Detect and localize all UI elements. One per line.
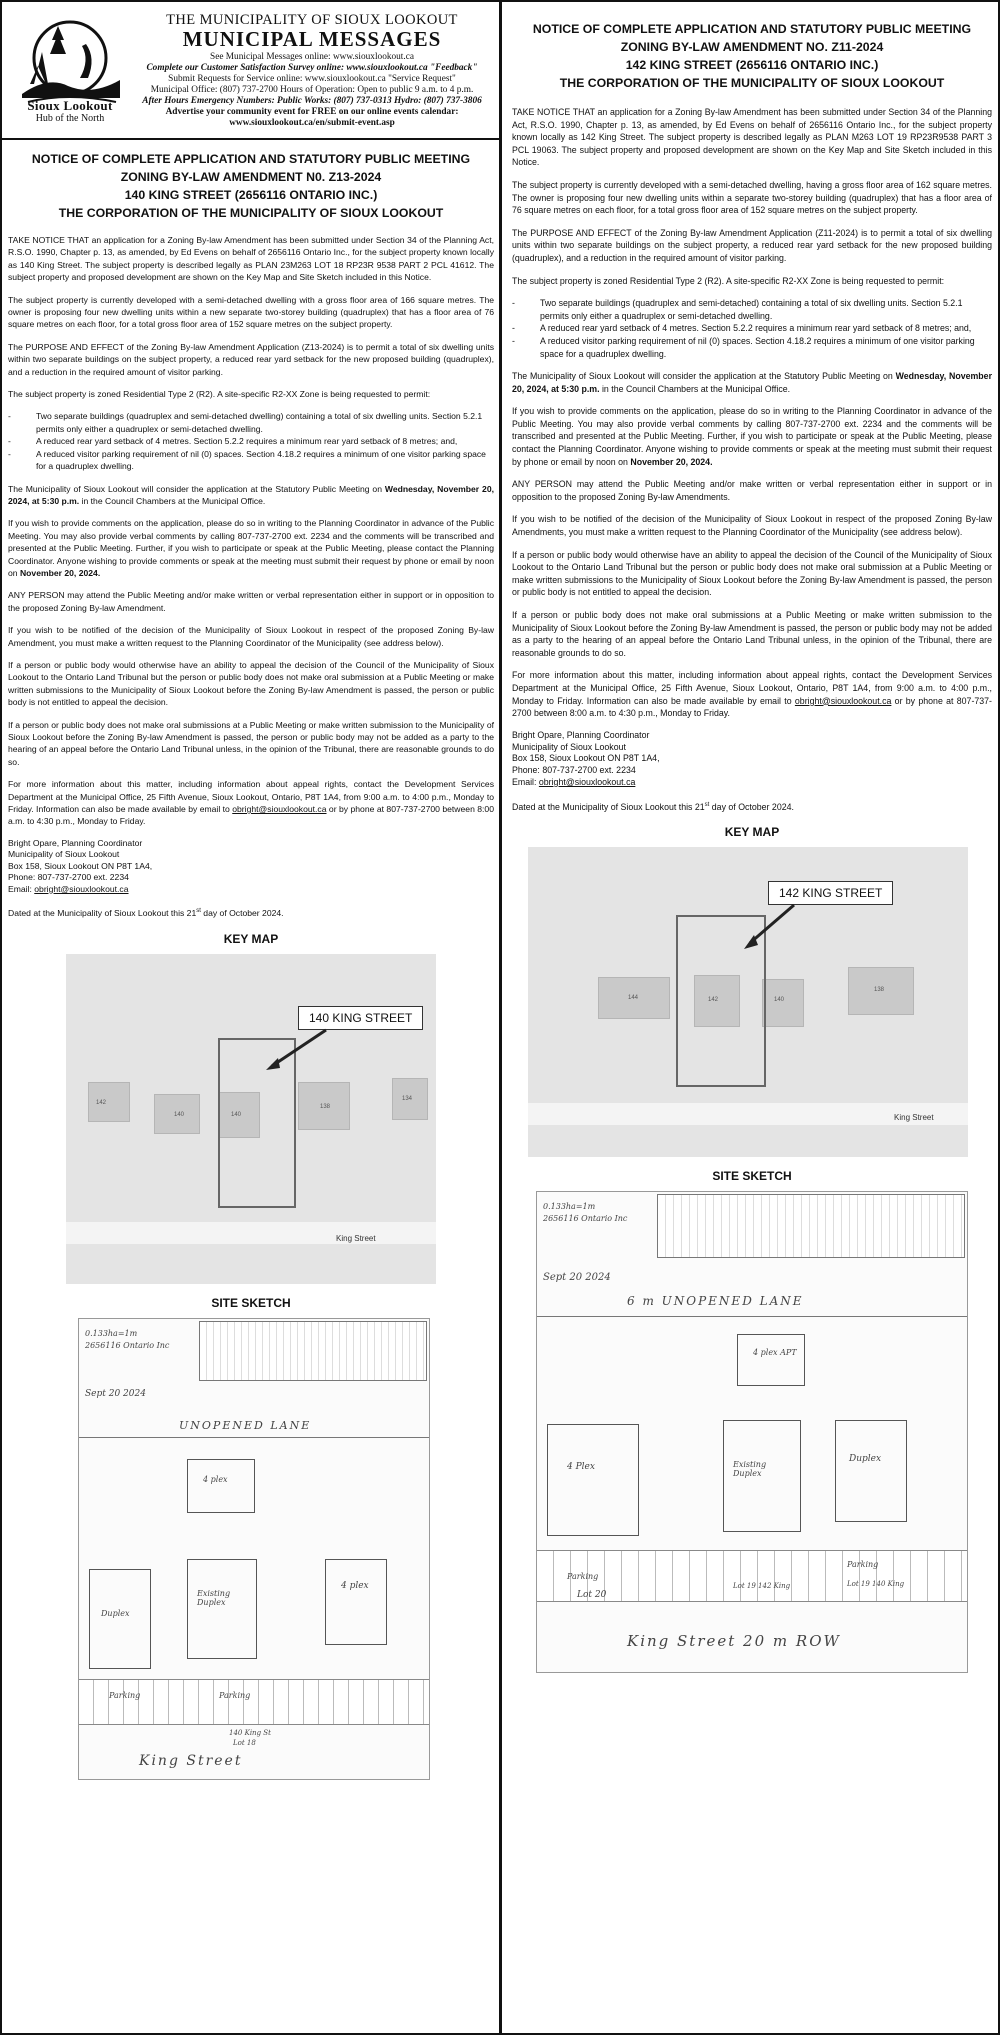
list-item: - A reduced rear yard setback of 4 metres. Section 5.2.2 requires a minimum rear yard setback of 8 metres; and, (8, 435, 494, 447)
site-sketch (536, 1191, 968, 1673)
lot-number: 138 (320, 1103, 331, 1110)
request-list (512, 297, 992, 360)
neighbour-duplex (89, 1569, 151, 1669)
text: day of October 2024. (709, 801, 794, 812)
paragraph: If you wish to be notified of the decision of the Municipality of Sioux Lookout in respect of the proposed Zoning By-law Amendments, you must make a written request to the Planning Coordinator of the Municipality (see address below). (512, 514, 992, 538)
signature-line: Phone: 807-737-2700 ext. 2234 (512, 765, 636, 776)
text: The Municipality of Sioux Lookout will consider the application at the Statutory Public Meeting on (8, 483, 385, 494)
notice-body (8, 234, 494, 920)
title-line: NOTICE OF COMPLETE APPLICATION AND STATUTORY PUBLIC MEETING (31, 152, 471, 166)
list-item: - Two separate buildings (quadruplex and semi-detached) containing a total of six dwelling units. Section 5.2.1 permits only either a quadruplex or semi-detached dwelling. (512, 297, 992, 322)
paragraph: The subject property is currently developed with a semi-detached dwelling with a gross floor area of 166 square metres. The owner is proposing four new dwelling units within a new separate two-storey building (quadruplex) that has a floor area of 76 square metres on each floor, for a total gross floor area of 152 square metres on the subject property. (8, 294, 494, 330)
column-divider (499, 2, 502, 2033)
email-link[interactable]: obright@siouxlookout.ca (794, 695, 892, 706)
lot-number: 140 (774, 997, 785, 1004)
email-link[interactable]: obright@siouxlookout.ca (232, 804, 327, 815)
paragraph: TAKE NOTICE THAT an application for a Zoning By-law Amendment has been submitted under Section 34 of the Planning Act, R.S.O. 1990, Chapter p. 13, as amended, by Ed Evens on behalf of 2656116 Ontario Inc., for the subject property known locally as 142 King Street. The subject property is described legally as PLAN M263 LOT 19 RP23R9538 PART 3 PCL 19063. The subject property and proposed development are shown on the Key Map and Site Sketch included in this Notice. (512, 107, 992, 168)
masthead-text (136, 12, 488, 129)
info-paragraph (8, 778, 494, 828)
sketch-note: 6 m UNOPENED LANE (627, 1294, 804, 1309)
parking-stalls (79, 1679, 429, 1725)
masthead-municipality: THE MUNICIPALITY OF SIOUX LOOKOUT (166, 12, 458, 28)
masthead (2, 2, 500, 140)
title-line: THE CORPORATION OF THE MUNICIPALITY OF SIOUX LOOKOUT (559, 76, 945, 90)
masthead-line: Complete our Customer Satisfaction Survey online: www.siouxlookout.ca "Feedback" (146, 63, 478, 73)
address-callout: 142 KING STREET (768, 881, 893, 905)
lot-number: 140 (231, 1111, 242, 1118)
meeting-paragraph (512, 370, 992, 395)
text: in the Council Chambers at the Municipal Office. (599, 383, 791, 394)
text: in the Council Chambers at the Municipal Office. (79, 495, 266, 506)
meeting-date: Wednesday, November 20, 2024, at 5:30 p.m. (8, 483, 494, 506)
road-label: King Street (336, 1233, 376, 1243)
sketch-note: 2656116 Ontario Inc (543, 1214, 628, 1224)
sketch-note: 0.133ha=1m (85, 1328, 138, 1338)
neighbour-quadruplex (325, 1559, 387, 1645)
request-list (8, 410, 494, 472)
site-sketch-heading: SITE SKETCH (712, 1169, 792, 1184)
left-column (8, 2, 494, 1780)
meeting-paragraph (8, 483, 494, 508)
lot-grid (199, 1321, 427, 1381)
sketch-note: Parking (219, 1690, 251, 1700)
text: If you wish to provide comments on the application, please do so in writing to the Planning Coordinator in advance of the Public Meeting. You may also provide verbal comments by calling 807-737-2700 ext. 2234 and the comments will be transcribed and presented at the Public Meeting. Further, if you wish to participate or speak at the Public Meeting, please contact the Planning Coordinator. Anyone wishing to provide comments or speak at the meeting must submit their request by phone or email by noon on (512, 406, 992, 467)
masthead-line: Submit Requests for Service online: www.siouxlookout.ca "Service Request" (168, 74, 456, 84)
paragraph: The subject property is currently developed with a semi-detached dwelling, having a gross floor area of 162 square metres. The owner is proposing four new dwelling units within a separate two-storey building (quadruplex) that has a floor area of 76 square metres on each floor, for a total gross floor area of 152 square metres on the subject property. (512, 179, 992, 216)
lot-number: 142 (708, 997, 719, 1004)
sketch-note: Parking (109, 1690, 141, 1700)
comments-paragraph (512, 405, 992, 468)
sketch-note: Lot 18 (233, 1738, 256, 1747)
email-label: Email: (8, 883, 35, 894)
lot-number: 140 (174, 1111, 185, 1118)
paragraph: The PURPOSE AND EFFECT of the Zoning By-law Amendment Application (Z13-2024) is to permit a total of six dwelling units within two separate buildings on the subject property, a reduced rear yard setback for the new proposed building (quadruplex), and a reduction in the required amount of visitor parking. (8, 341, 494, 377)
key-map (66, 954, 436, 1284)
list-item: - A reduced visitor parking requirement of nil (0) spaces. Section 4.18.2 requires a minimum of one visitor parking space for a quadruplex dwelling. (8, 448, 494, 473)
masthead-line: Municipal Office: (807) 737-2700 Hours of Operation: Open to public 9 a.m. to 4 p.m. (150, 85, 474, 95)
notice-title (8, 150, 494, 222)
sketch-note: King Street 20 m ROW (627, 1632, 841, 1651)
address-callout: 140 KING STREET (298, 1006, 423, 1030)
title-line: 142 KING STREET (2656116 ONTARIO INC.) (625, 58, 879, 72)
paragraph: ANY PERSON may attend the Public Meeting and/or make written or verbal representation either in support or in opposition to the proposed Zoning By-law Amendments. (512, 479, 992, 502)
title-line: THE CORPORATION OF THE MUNICIPALITY OF SIOUX LOOKOUT (58, 206, 444, 220)
title-line: ZONING BY-LAW AMENDMENT NO. Z11-2024 (620, 40, 884, 54)
neighbour-quadruplex (547, 1424, 639, 1536)
masthead-line: Advertise your community event for FREE on our online events calendar: (165, 107, 459, 117)
meeting-date: Wednesday, November 20, 2024, at 5:30 p.m. (512, 371, 993, 394)
lot-number: 142 (96, 1099, 107, 1106)
sketch-note: 4 plex (203, 1474, 228, 1484)
sketch-note: Duplex (101, 1608, 130, 1618)
sketch-note: 4 plex (341, 1580, 369, 1591)
email-link[interactable]: obright@siouxlookout.ca (538, 776, 636, 787)
email-link[interactable]: obright@siouxlookout.ca (34, 883, 129, 894)
paragraph: The subject property is zoned Residential Type 2 (R2). A site-specific R2-XX Zone is being requested to permit: (8, 389, 431, 400)
title-line: NOTICE OF COMPLETE APPLICATION AND STATUTORY PUBLIC MEETING (532, 22, 972, 36)
masthead-line: www.siouxlookout.ca/en/submit-event.asp (229, 118, 395, 128)
paragraph: TAKE NOTICE THAT an application for a Zoning By-law Amendment has been submitted under Section 34 of the Planning Act, R.S.O. 1990, Chapter p. 13, as amended, by Ed Evens on behalf of 2656116 Ontario Inc., for the subject property known locally as 140 King Street. The subject property is described legally as PLAN 23M263 LOT 18 RP23R 9538 PART 2 PCL 41612. The subject property and proposed development are shown on the Key Map and Site Sketch included in this Notice. (8, 235, 494, 283)
signature-line: Box 158, Sioux Lookout ON P8T 1A4, (8, 860, 153, 871)
list-item: - A reduced rear yard setback of 4 metres. Section 5.2.2 requires a minimum rear yard setback of 8 metres; and, (512, 322, 992, 335)
signature-line: Municipality of Sioux Lookout (8, 849, 120, 860)
notice-title (512, 20, 992, 92)
site-sketch-heading: SITE SKETCH (211, 1295, 291, 1310)
info-paragraph (512, 669, 992, 719)
key-map (528, 847, 968, 1157)
text: or by phone at 807-737-2700 between 8:00 a.m. to 4:30 p.m., Monday to Friday. (8, 804, 494, 827)
sketch-note: Existing Duplex (197, 1588, 231, 1607)
lot-number: 134 (402, 1095, 413, 1102)
email-line (8, 884, 494, 896)
quadruplex-footprint (737, 1334, 805, 1386)
masthead-title: MUNICIPAL MESSAGES (182, 27, 442, 51)
text: For more information about this matter, including information about appeal rights, contact the Development Services Department at the Municipal Office, 25 Fifth Avenue, Sioux Lookout, Ontario, P8T 1A4, from 9:00 a.m. to 4:00 p.m., Monday to Friday. Information can also be made available by email to (512, 670, 992, 706)
title-line: 140 KING STREET (2656116 ONTARIO INC.) (124, 188, 378, 202)
quadruplex-footprint (187, 1459, 255, 1513)
sketch-note: 4 plex APT (753, 1348, 797, 1358)
callout-arrow (66, 954, 436, 1284)
callout-arrow (528, 847, 968, 1157)
road-label: King Street (894, 1113, 934, 1123)
key-map-heading: KEY MAP (724, 825, 780, 840)
sketch-note: Existing Duplex (733, 1460, 767, 1479)
sketch-note: UNOPENED LANE (179, 1418, 312, 1432)
sketch-note: Sept 20 2024 (85, 1388, 146, 1399)
lane-line (79, 1437, 429, 1438)
masthead-line: See Municipal Messages online: www.siouxlookout.ca (210, 52, 414, 62)
site-sketch (78, 1318, 430, 1780)
lot-number: 138 (874, 987, 885, 994)
deadline-date: November 20, 2024. (19, 567, 101, 578)
lane-line (537, 1316, 967, 1317)
sketch-note: Duplex (849, 1454, 882, 1465)
notice-body (512, 106, 992, 813)
sketch-note: 0.133ha=1m (543, 1202, 596, 1212)
logo-name: Sioux Lookout (27, 98, 113, 113)
masthead-line: After Hours Emergency Numbers: Public Works: (807) 737-0313 Hydro: (807) 737-3806 (142, 96, 482, 106)
comments-paragraph (8, 517, 494, 579)
title-line: ZONING BY-LAW AMENDMENT N0. Z13-2024 (120, 170, 382, 184)
deadline-date: November 20, 2024. (630, 456, 713, 467)
signature-line: Municipality of Sioux Lookout (512, 741, 626, 752)
sketch-note: King Street (139, 1752, 243, 1769)
sketch-note: 4 Plex (567, 1462, 595, 1473)
signature-block (8, 838, 494, 896)
text: Dated at the Municipality of Sioux Lookout this 21 (512, 801, 705, 812)
sketch-note: 140 King St (229, 1728, 271, 1737)
signature-line: Bright Opare, Planning Coordinator (8, 837, 143, 848)
email-label: Email: (512, 776, 539, 787)
paragraph: ANY PERSON may attend the Public Meeting and/or make written or verbal representation either in support or in opposition to the proposed Zoning By-law Amendment. (8, 590, 494, 613)
list-item: - Two separate buildings (quadruplex and semi-detached dwelling) containing a total of six dwelling units. Section 5.2.1 permits only either a quadruplex or semi-detached dwelling. (8, 410, 494, 435)
lot-grid (657, 1194, 965, 1258)
existing-duplex-footprint (187, 1559, 257, 1659)
email-line (512, 777, 992, 789)
text: Dated at the Municipality of Sioux Lookout this 21 (8, 908, 197, 919)
paragraph: If a person or public body would otherwise have an ability to appeal the decision of the Council of the Municipality of Sioux Lookout to the Ontario Land Tribunal but the person or public body does not make oral submission at a Public Meeting or make written submissions to the Municipality of Sioux Lookout before the Zoning By-law Amendment is passed, the person or public body is not entitled to appeal the decision. (8, 659, 494, 708)
paragraph: If a person or public body would otherwise have an ability to appeal the decision of the Council of the Municipality of Sioux Lookout to the Ontario Land Tribunal but the person or public body does not make oral submission at a Public Meeting or make written submissions to the Municipality of Sioux Lookout before the Zoning By-law Amendment is passed, the person or public body is not entitled to appeal the decision. (512, 549, 992, 598)
paragraph: If a person or public body does not make oral submissions at a Public Meeting or make written submission to the Municipality of Sioux Lookout before the Zoning By-law Amendment is passed, the person or public body may not be added as a party to the hearing of an appeal before the Ontario Land Tribunal unless, in the opinion of the Tribunal, there are reasonable grounds to do so. (8, 719, 494, 767)
neighbour-duplex (835, 1420, 907, 1522)
signature-line: Box 158, Sioux Lookout ON P8T 1A4, (512, 753, 660, 764)
sketch-note: Lot 20 (577, 1590, 607, 1601)
paragraph: If a person or public body does not make oral submissions at a Public Meeting or make written submission to the Municipality of Sioux Lookout before the Zoning By-law Amendment is passed, the person or public body may not be added as a party to the hearing of an appeal before the Ontario Land Tribunal unless, in the opinion of the Tribunal, there are reasonable grounds to do so. (512, 610, 992, 658)
paragraph: The PURPOSE AND EFFECT of the Zoning By-law Amendment Application (Z11-2024) is to permit a total of six dwelling units within two separate buildings on the subject property, a reduced rear yard setback for the new proposed building (quadruplex), and a reduction in the required amount of visitor parking. (512, 227, 992, 263)
right-column (512, 2, 992, 1673)
text: day of October 2024. (200, 908, 284, 919)
sketch-note: Lot 19 140 King (847, 1580, 905, 1589)
paragraph: If you wish to be notified of the decision of the Municipality of Sioux Lookout in respect of the proposed Zoning By-law Amendment, you must make a written request to the Planning Coordinator of the Municipality (see address below). (8, 625, 494, 648)
ordinal-suffix: st (704, 801, 710, 808)
sketch-note: Sept 20 2024 (543, 1272, 611, 1284)
text: For more information about this matter, including information about appeal rights, contact the Development Services Department at the Municipal Office, 25 Fifth Avenue, Sioux Lookout, Ontario, P8T 1A4, from 9:00 a.m. to 4:00 p.m., Monday to Friday. Information can also be made available by email to (8, 779, 494, 815)
text: or by phone at 807-737-2700 between 8:00 a.m. to 4:30 p.m., Monday to Friday. (512, 695, 992, 719)
paragraph: The subject property is zoned Residential Type 2 (R2). A site-specific R2-XX Zone is being requested to permit: (512, 275, 945, 286)
list-item: - A reduced visitor parking requirement of nil (0) spaces. Section 4.18.2 requires a minimum of one visitor parking space for a quadruplex dwelling. (512, 335, 992, 360)
text: The Municipality of Sioux Lookout will consider the application at the Statutory Public Meeting on (512, 371, 896, 382)
sketch-note: 2656116 Ontario Inc (85, 1340, 170, 1350)
signature-line: Phone: 807-737-2700 ext. 2234 (8, 872, 129, 883)
key-map-heading: KEY MAP (223, 931, 279, 946)
dated-line (8, 905, 494, 919)
dated-line (512, 799, 992, 814)
text: If you wish to provide comments on the application, please do so in writing to the Planning Coordinator in advance of the Public Meeting. You may also provide verbal comments by calling 807-737-2700 ext. 2234 and the comments will be transcribed and presented at the Public Meeting. Further, if you wish to participate or speak at the Public Meeting, please contact the Planning Coordinator. Anyone wishing to provide comments or speak at the meeting must submit their request by phone or email by noon on (8, 518, 494, 578)
ordinal-suffix: st (196, 908, 201, 915)
sketch-note: Lot 19 142 King (733, 1582, 791, 1591)
lot-number: 144 (628, 995, 639, 1002)
signature-block (512, 730, 992, 789)
sketch-note: Parking (567, 1572, 599, 1582)
logo-tagline: Hub of the North (35, 113, 105, 124)
signature-line: Bright Opare, Planning Coordinator (512, 729, 650, 740)
sketch-note: Parking (847, 1560, 879, 1570)
